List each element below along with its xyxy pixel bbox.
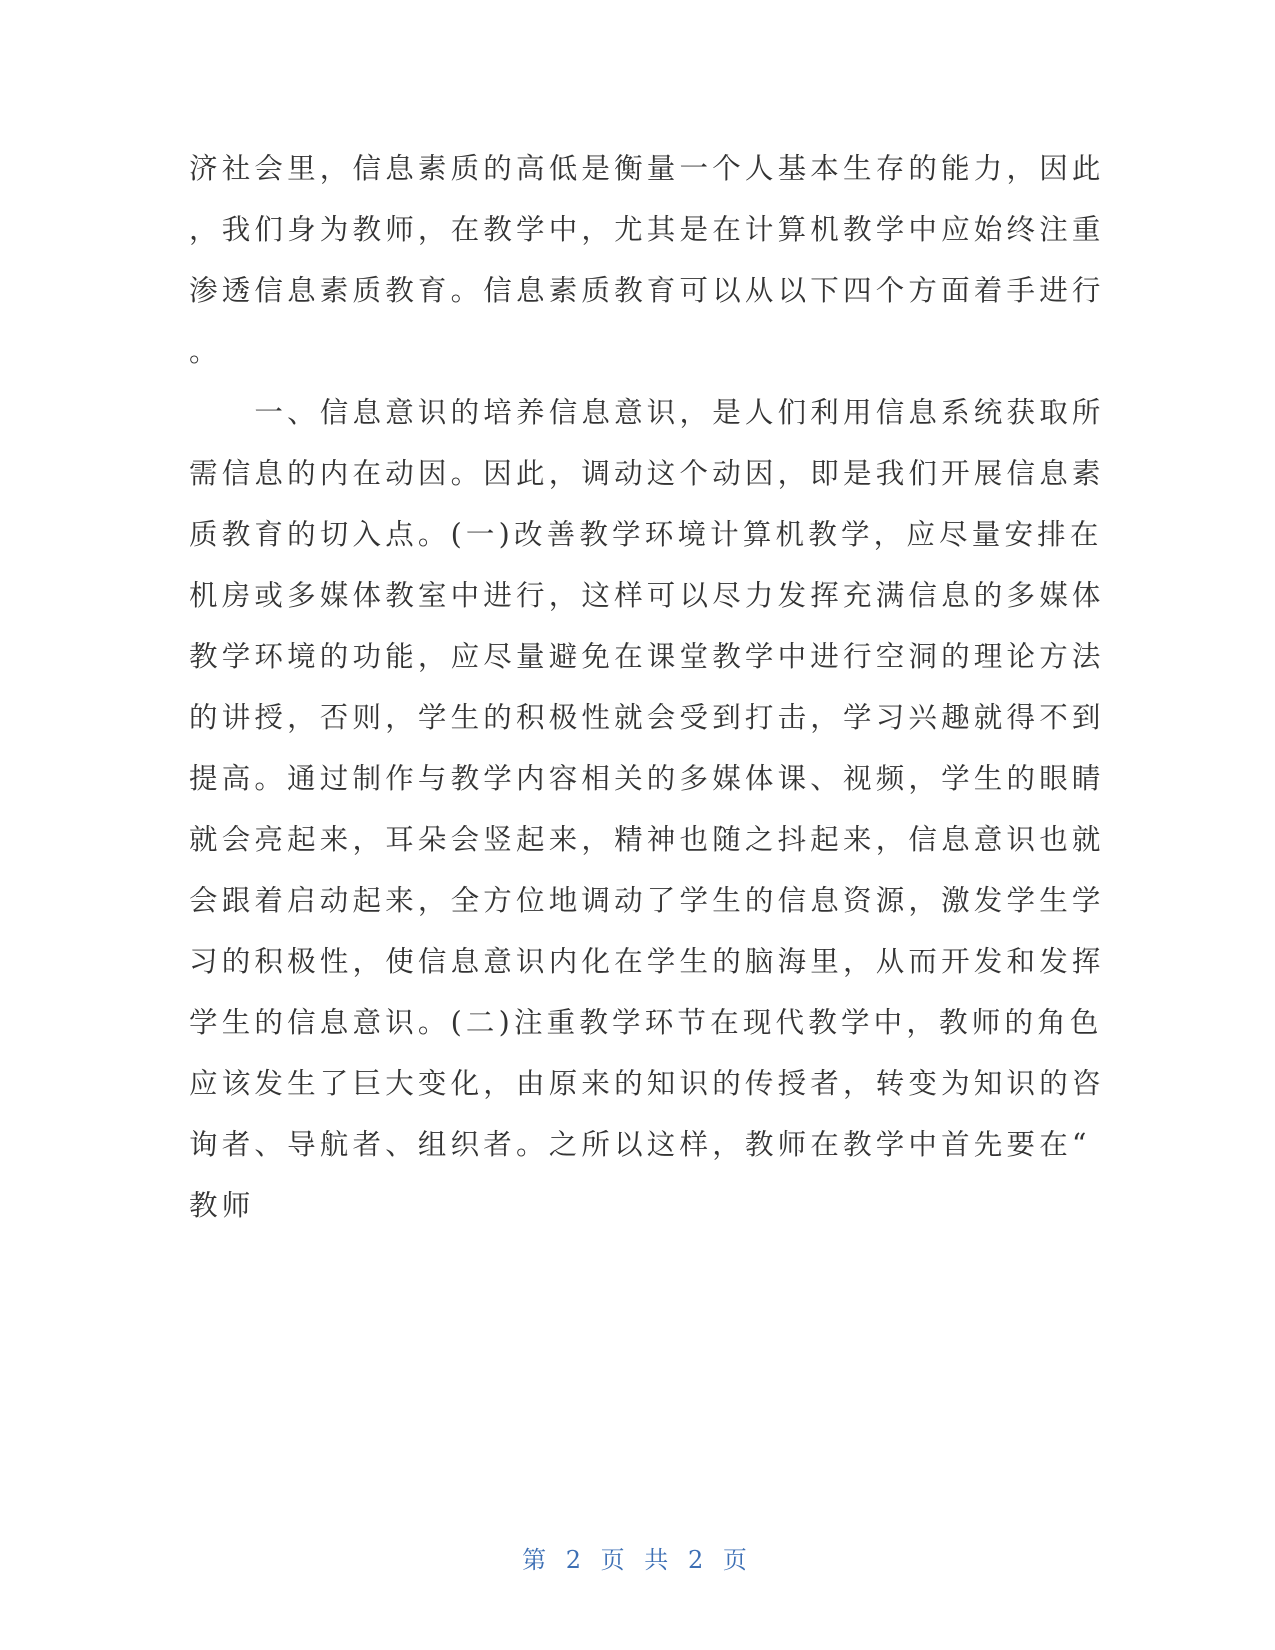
text-line: 就会亮起来，耳朵会竖起来，精神也随之抖起来，信息意识也就 — [189, 823, 1105, 856]
text-line: 教学环境的功能，应尽量避免在课堂教学中进行空洞的理论方法 — [189, 640, 1105, 673]
text-line: 会跟着启动起来，全方位地调动了学生的信息资源，激发学生学 — [189, 884, 1105, 917]
text-line: 质教育的切入点。(一)改善教学环境计算机教学，应尽量安排在 — [189, 518, 1103, 551]
text-line: 询者、导航者、组织者。之所以这样，教师在教学中首先要在“ — [189, 1128, 1091, 1161]
text-line: ，我们身为教师，在教学中，尤其是在计算机教学中应始终注重 — [189, 213, 1105, 246]
text-line: 机房或多媒体教室中进行，这样可以尽力发挥充满信息的多媒体 — [189, 579, 1105, 612]
text-line: 一、信息意识的培养信息意识，是人们利用信息系统获取所 — [189, 396, 1105, 429]
page-number-footer: 第 2 页 共 2 页 — [522, 1546, 753, 1574]
text-line: 的讲授，否则，学生的积极性就会受到打击，学习兴趣就得不到 — [189, 701, 1105, 734]
text-line: 学生的信息意识。(二)注重教学环节在现代教学中，教师的角色 — [189, 1006, 1103, 1039]
text-line: 提高。通过制作与教学内容相关的多媒体课、视频，学生的眼睛 — [189, 762, 1105, 795]
text-line: 需信息的内在动因。因此，调动这个动因，即是我们开展信息素 — [189, 457, 1105, 490]
text-line: 渗透信息素质教育。信息素质教育可以从以下四个方面着手进行 — [189, 274, 1105, 307]
text-line: 教师 — [189, 1189, 255, 1222]
text-line: 。 — [189, 335, 222, 368]
text-line: 济社会里，信息素质的高低是衡量一个人基本生存的能力，因此 — [189, 152, 1105, 185]
text-line: 习的积极性，使信息意识内化在学生的脑海里，从而开发和发挥 — [189, 945, 1105, 978]
body-text — [189, 138, 1105, 1236]
text-line: 应该发生了巨大变化，由原来的知识的传授者，转变为知识的咨 — [189, 1067, 1105, 1100]
